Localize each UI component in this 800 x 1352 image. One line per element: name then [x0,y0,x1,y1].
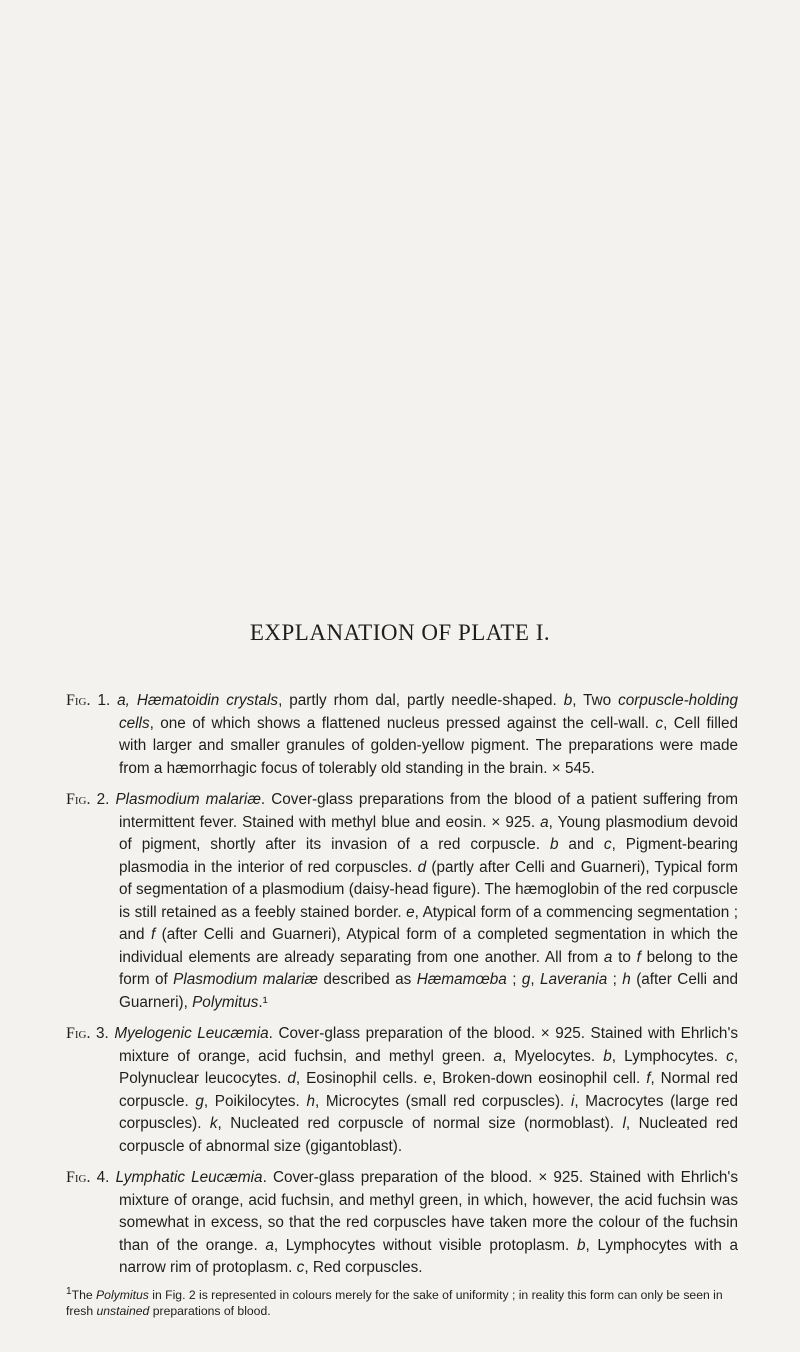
body-text: ; [607,971,623,988]
figure-number: 1. [97,692,111,709]
body-text: , one of which shows a flattened nucleus pressed against the cell-wall. [149,714,656,732]
body-text: , Young plasmodium devoid of pigment, shortly after its invasion of a red corpuscle. [119,813,738,853]
body-text: to [612,948,637,966]
body-text: , Eosinophil cells. [295,1070,424,1087]
body-text: , Lymphocytes with a narrow rim of protoplasm. [119,1236,738,1276]
figure-label: Fig. [66,692,91,709]
italic-text: Lymphatic Leucæmia [115,1169,263,1186]
body-text: , [530,971,541,988]
italic-text: b [549,836,559,853]
body-text: , Normal red corpuscle. [119,1070,739,1110]
figure-number: 3. [96,1025,109,1042]
body-text: . Cover-glass preparations from the blood of a patient suffering from intermittent fever. Stained with methyl blue and eosin. × 925. [119,791,738,831]
italic-text: a [493,1047,503,1065]
italic-text: f [636,948,641,966]
italic-text: k [209,1115,218,1132]
body-text: The [71,1287,97,1302]
italic-text: Plasmodium malariæ [115,791,261,808]
body-text: (partly after Celli and Guarneri), Typical form of segmentation of a plasmodium (daisy-head figure). The hæmoglobin of the red corpuscle is still retained as a feebly stained border. [119,858,739,921]
italic-text: d [287,1070,296,1087]
italic-text: f [150,926,156,943]
italic-text: unstained [96,1303,150,1318]
italic-text: Polymitus [192,993,259,1011]
body-text: , Red corpuscles. [304,1259,423,1276]
body-text: belong to the form of [119,948,738,988]
italic-text: b [576,1236,586,1254]
italic-text: b [603,1047,612,1065]
body-text: . Cover-glass preparation of the blood. × 925. Stained with Ehrlich's mixture of orange, acid fuchsin, and methyl green. [119,1025,739,1065]
italic-text: a [265,1236,274,1254]
body-text: , Lymphocytes. [611,1047,727,1065]
footnote [66,1284,738,1319]
italic-text: e [423,1070,432,1087]
plate-explanation [66,690,738,1319]
figure-number: 2. [96,791,110,808]
body-text: , Pigment-bearing plasmodia in the interior of red corpuscles. [119,836,738,876]
body-text: preparations of blood. [149,1303,271,1318]
figure-label: Fig. [66,1169,91,1186]
italic-text: g [521,971,531,988]
figure-3-entry [66,1023,738,1158]
figure-4-entry [66,1167,738,1280]
body-text: described as [318,971,417,988]
italic-text: i [570,1092,575,1110]
body-text: in Fig. 2 is represented in colours merely for the sake of uniformity ; in reality this form can only be seen in fresh [66,1287,723,1318]
italic-text: Myelogenic Leucæmia [114,1025,269,1042]
italic-text: h [306,1092,315,1110]
italic-text: Hæmamœba [416,971,507,988]
body-text: and [558,836,604,853]
body-text: .¹ [258,993,268,1011]
body-text: , Nucleated red corpuscle of abnormal size (gigantoblast). [119,1115,738,1155]
italic-text: b [563,692,573,709]
italic-text: c [655,714,664,732]
figure-2-entry [66,789,738,1014]
body-text: , Myelocytes. [502,1047,604,1065]
body-text: , Macrocytes (large red corpuscles). [119,1092,739,1132]
italic-text: a, [110,692,137,709]
body-text: , Poikilocytes. [203,1092,307,1110]
body-text: , Atypical form of a commencing segmentation ; and [119,903,739,943]
body-text: (after Celli and Guarneri), Atypical form of a completed segmentation in which the individual elements are already separating from one another. All from [119,926,738,966]
body-text: ; [506,971,522,988]
italic-text: c [296,1259,305,1276]
body-text: , Nucleated red corpuscle of normal size (normoblast). [217,1115,623,1132]
italic-text: l [622,1115,626,1132]
body-text: , Cell filled with larger and smaller granules of golden-yellow pigment. The preparations were made from a hæmorrhagic focus of tolerably old standing in the brain. × 545. [119,714,739,777]
italic-text: f [646,1070,651,1087]
italic-text: g [195,1092,204,1110]
italic-text: h [622,971,631,988]
body-text: , Microcytes (small red corpuscles). [314,1092,571,1110]
body-text: , Broken-down eosinophil cell. [431,1070,647,1087]
italic-text: corpuscle-holding cells [119,692,739,732]
italic-text: Hæmatoidin crystals [136,692,279,709]
body-text: , partly rhom dal, partly needle-shaped. [278,692,564,709]
figure-label: Fig. [66,791,91,808]
italic-text: d [417,858,427,876]
italic-text: e [406,903,415,921]
italic-text: c [603,836,612,853]
body-text: , Polynuclear leucocytes. [119,1047,739,1087]
figure-1-entry [66,690,738,780]
page-title: EXPLANATION OF PLATE I. [249,620,551,645]
italic-text: Laverania [540,971,608,988]
body-text: , Two [572,692,619,709]
italic-text: c [726,1047,734,1065]
figure-number: 4. [96,1169,110,1186]
body-text: , Lymphocytes without visible protoplasm. [273,1236,577,1254]
italic-text: a [540,813,549,831]
italic-text: a [603,948,613,966]
figure-label: Fig. [66,1025,91,1042]
italic-text: Plasmodium malariæ [173,971,318,988]
body-text: (after Celli and Guarneri), [119,971,738,1011]
footnote-marker: 1 [66,1285,72,1297]
body-text: . Cover-glass preparation of the blood. × 925. Stained with Ehrlich's mixture of orange, acid fuchsin, and methyl green, in which, however, the acid fuchsin was somewhat in excess, so that the red corpuscles have taken more the colour of the fuchsin than of the orange. [119,1169,738,1254]
italic-text: Polymitus [96,1287,149,1302]
